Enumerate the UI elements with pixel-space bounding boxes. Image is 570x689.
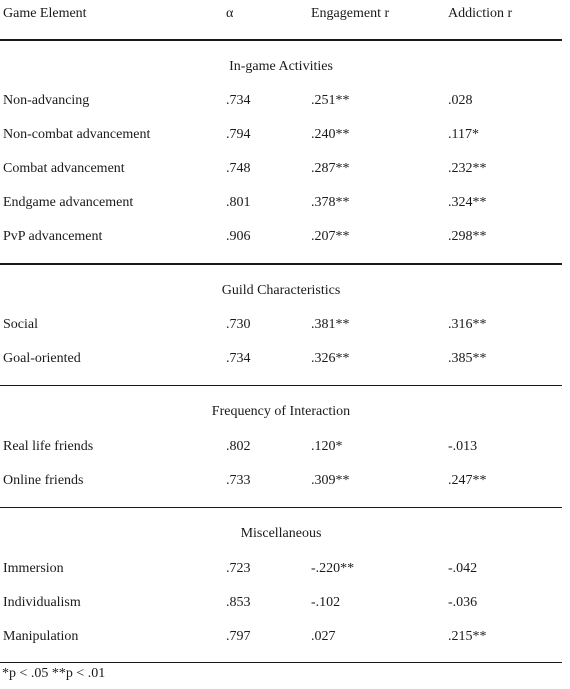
- row-alpha: .802: [226, 439, 251, 454]
- row-addiction: .247**: [448, 473, 487, 488]
- row-engagement: .287**: [311, 161, 350, 176]
- footnote: *p < .05 **p < .01: [2, 666, 106, 681]
- row-engagement: -.220**: [311, 561, 355, 576]
- row-element: Manipulation: [3, 629, 79, 644]
- header-addiction: Addiction r: [448, 6, 513, 21]
- row-addiction: .215**: [448, 629, 487, 644]
- section-title-in-game-activities: In-game Activities: [229, 59, 333, 74]
- row-alpha: .748: [226, 161, 251, 176]
- row-addiction: .385**: [448, 351, 487, 366]
- row-alpha: .733: [226, 473, 251, 488]
- row-element: Online friends: [3, 473, 84, 488]
- section-rule: [0, 385, 562, 386]
- header-rule: [0, 39, 562, 41]
- row-element: Goal-oriented: [3, 351, 81, 366]
- row-addiction: .324**: [448, 195, 487, 210]
- row-element: Social: [3, 317, 38, 332]
- row-element: Combat advancement: [3, 161, 125, 176]
- row-element: Endgame advancement: [3, 195, 134, 210]
- row-engagement: .381**: [311, 317, 350, 332]
- section-rule: [0, 507, 562, 508]
- row-alpha: .853: [226, 595, 251, 610]
- row-element: Immersion: [3, 561, 64, 576]
- row-engagement: .251**: [311, 93, 350, 108]
- section-title-guild-characteristics: Guild Characteristics: [221, 283, 341, 298]
- row-addiction: .028: [448, 93, 473, 108]
- row-engagement: -.102: [311, 595, 341, 610]
- header-game-element: Game Element: [3, 6, 87, 21]
- row-addiction: -.042: [448, 561, 478, 576]
- row-alpha: .801: [226, 195, 251, 210]
- row-element: Real life friends: [3, 439, 94, 454]
- section-rule: [0, 263, 562, 265]
- row-addiction: -.036: [448, 595, 478, 610]
- row-engagement: .378**: [311, 195, 350, 210]
- row-engagement: .207**: [311, 229, 350, 244]
- row-engagement: .120*: [311, 439, 343, 454]
- row-alpha: .734: [226, 351, 251, 366]
- section-title-frequency-of-interaction: Frequency of Interaction: [211, 404, 351, 419]
- row-alpha: .730: [226, 317, 251, 332]
- row-engagement: .326**: [311, 351, 350, 366]
- row-element: Individualism: [3, 595, 81, 610]
- row-engagement: .027: [311, 629, 336, 644]
- section-title-miscellaneous: Miscellaneous: [240, 526, 322, 541]
- row-alpha: .723: [226, 561, 251, 576]
- row-element: PvP advancement: [3, 229, 103, 244]
- row-element: Non-combat advancement: [3, 127, 151, 142]
- row-addiction: .316**: [448, 317, 487, 332]
- header-alpha: α: [226, 6, 234, 21]
- row-addiction: .232**: [448, 161, 487, 176]
- row-alpha: .734: [226, 93, 251, 108]
- row-engagement: .240**: [311, 127, 350, 142]
- row-element: Non-advancing: [3, 93, 90, 108]
- row-alpha: .797: [226, 629, 251, 644]
- header-engagement: Engagement r: [311, 6, 390, 21]
- row-addiction: .298**: [448, 229, 487, 244]
- row-engagement: .309**: [311, 473, 350, 488]
- table-bottom-rule: [0, 662, 562, 663]
- row-alpha: .906: [226, 229, 251, 244]
- row-addiction: .117*: [448, 127, 479, 142]
- row-addiction: -.013: [448, 439, 478, 454]
- row-alpha: .794: [226, 127, 251, 142]
